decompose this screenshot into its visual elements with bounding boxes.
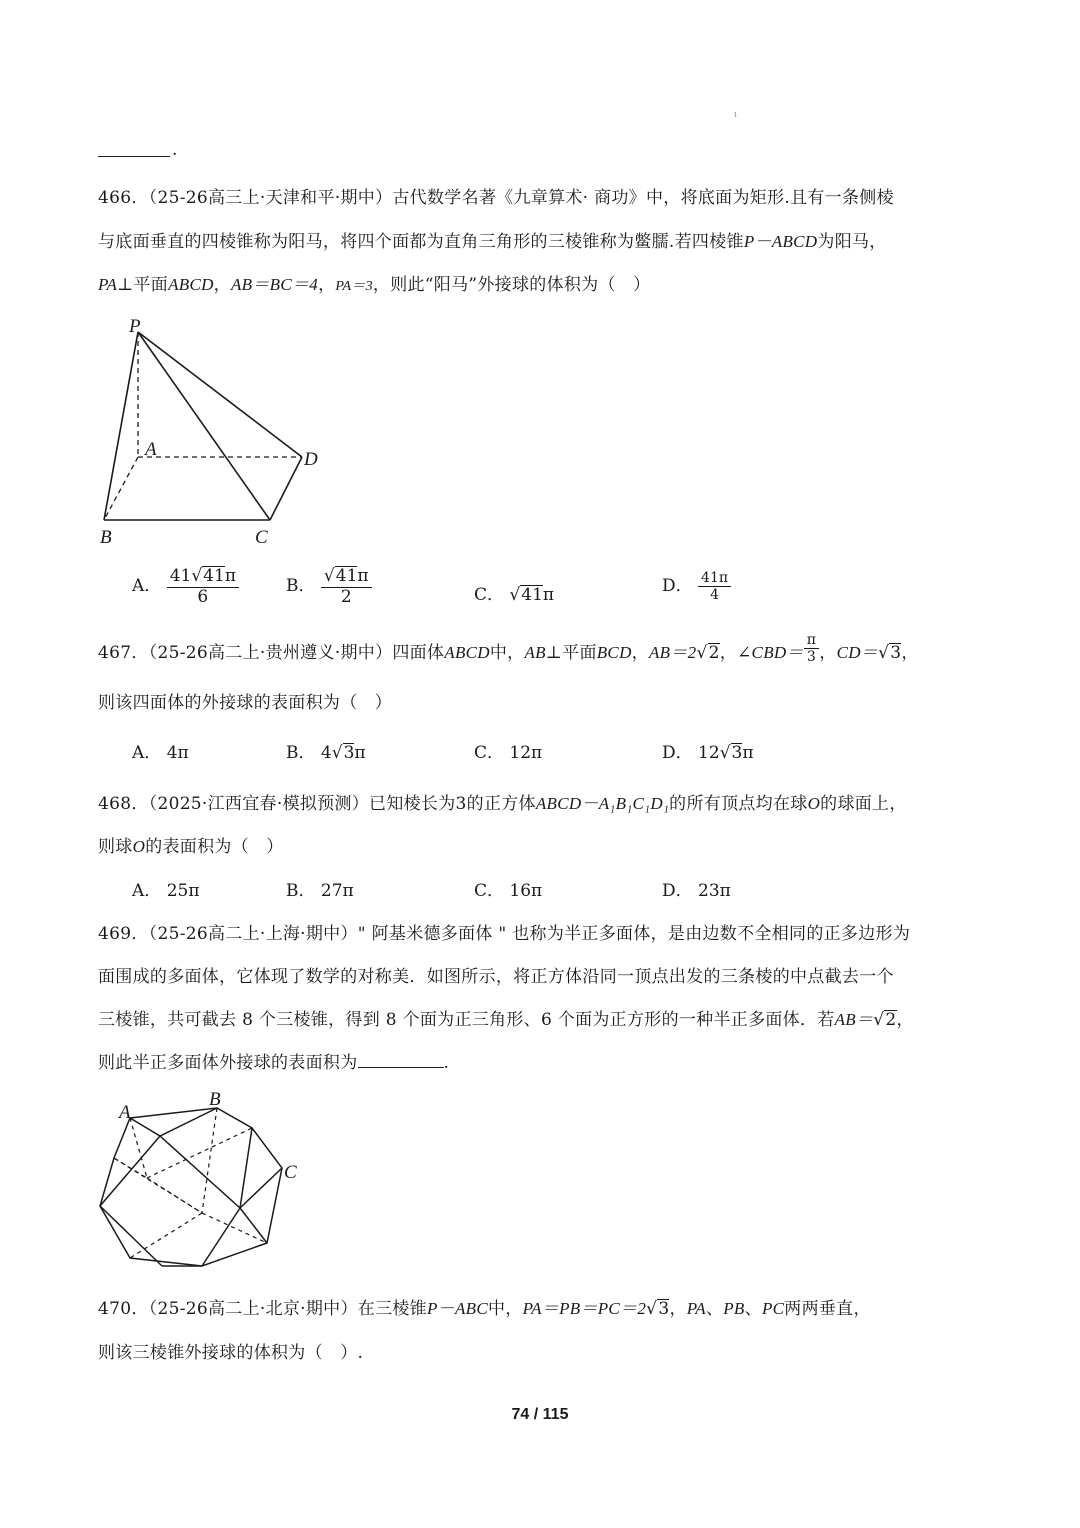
option-letter: C．	[474, 743, 505, 763]
q466-number: 466．	[98, 188, 149, 208]
label-B: B	[209, 1089, 221, 1110]
q468-math: ABCD－A₁B₁C₁D₁	[535, 794, 670, 813]
q467-line-1: 467．（25-26高二上·贵州遵义·期中）四面体ABCD中，AB⊥平面BCD，AB＝2√2，∠CBD＝ $\frac{\pi}{3}$ ，CD＝√3，	[98, 631, 919, 665]
radicand: 3	[731, 743, 743, 763]
answer-blank	[358, 1053, 444, 1068]
q469-text: 则此半正多面体外接球的表面积为	[98, 1053, 358, 1073]
q470-text: 、	[744, 1299, 762, 1319]
q470-text: 两两垂直，	[784, 1299, 871, 1319]
q467-option-a	[132, 738, 189, 763]
q467-math: ABCD	[444, 643, 490, 662]
q469-text: " 阿基米德多面体 " 也称为半正多面体，是由边数不全相同的正多边形为	[357, 924, 911, 944]
q467-option-c	[474, 738, 542, 763]
q466-math: AB＝BC＝4	[230, 275, 319, 294]
q467-math: CD＝	[836, 643, 879, 662]
q468-option-b	[286, 876, 354, 901]
q469-text: 三棱锥，共可截去 8 个三棱锥，得到 8 个面为正三角形、6 个面为正方形的一种半正多面体．若	[98, 1010, 835, 1030]
q470-math: PB	[723, 1299, 745, 1318]
q470-text: 中，	[487, 1299, 523, 1319]
q469-line-4	[98, 1048, 449, 1073]
label-C: C	[255, 527, 268, 548]
q467-text: ，	[819, 643, 837, 663]
answer-blank-prev	[98, 140, 170, 157]
frac-den: 6	[197, 586, 209, 607]
q466-option-a	[132, 566, 239, 607]
q466-math: PA	[98, 275, 118, 294]
option-value: 23π	[698, 881, 731, 901]
q467-text: ⊥平面	[545, 643, 597, 663]
q467-text: 则该四面体的外接球的表面积为（ ）	[98, 693, 393, 713]
frac-num: π	[804, 632, 820, 649]
option-value: 27π	[320, 881, 354, 901]
label-B: B	[100, 527, 112, 548]
radicand: 3	[343, 743, 355, 763]
pi-symbol: π	[742, 743, 754, 763]
option-value: 12π	[509, 743, 543, 763]
label-C: C	[284, 1162, 297, 1183]
radicand: 3	[658, 1299, 670, 1319]
radicand: 2	[885, 1010, 897, 1030]
fraction	[698, 570, 731, 603]
option-value: 16π	[509, 881, 543, 901]
q470-text: ，	[669, 1299, 687, 1319]
q469-source: （25-26高二上·上海·期中）	[148, 924, 358, 944]
option-value: 25π	[166, 881, 200, 901]
q468-number: 468．	[98, 794, 149, 814]
q470-math: PA＝PB＝PC＝2	[522, 1299, 647, 1318]
q469-text: ，	[896, 1010, 914, 1030]
q467-text: 四面体	[392, 643, 445, 663]
q467-math: AB	[524, 643, 546, 662]
q468-math: O	[132, 837, 146, 856]
option-value: 12	[698, 743, 720, 763]
pi-symbol: π	[224, 566, 236, 586]
radicand: 41	[335, 566, 358, 586]
q470-line-2	[98, 1338, 363, 1363]
q469-number: 469．	[98, 924, 149, 944]
q466-source: （25-26高三上·天津和平·期中）	[148, 188, 393, 208]
frac-coef: 41	[169, 566, 192, 586]
q468-option-a	[132, 876, 200, 901]
q470-math: PC	[761, 1299, 785, 1318]
q468-math: O	[807, 794, 821, 813]
q466-line-2	[98, 227, 887, 252]
q468-line-2	[98, 832, 284, 857]
q466-text: 为阳马，	[817, 232, 887, 252]
label-P: P	[129, 316, 141, 337]
q466-option-c: C． √41π	[474, 585, 555, 605]
option-letter: A．	[132, 743, 162, 763]
fraction	[804, 632, 820, 665]
q468-line-1	[98, 789, 907, 814]
option-letter: D．	[662, 881, 693, 901]
q470-number: 470．	[98, 1299, 149, 1319]
q466-option-b	[286, 566, 372, 607]
label-A: A	[145, 439, 157, 460]
q470-math: P－ABC	[426, 1299, 488, 1318]
q466-math: P－ABCD	[743, 232, 818, 251]
q466-text: ⊥平面	[117, 275, 169, 295]
q470-source: （25-26高二上·北京·期中）	[148, 1299, 358, 1319]
q469-line-3: 三棱锥，共可截去 8 个三棱锥，得到 8 个面为正三角形、6 个面为正方形的一种半正多面体．若AB＝√2，	[98, 1010, 914, 1030]
q470-text: 、	[705, 1299, 724, 1319]
fraction: $\frac{√41\pi}{2}$	[321, 566, 372, 607]
q466-text: ，则此“阳马”外接球的体积为（ ）	[372, 275, 651, 295]
q467-option-d: D． 12√3π	[662, 743, 754, 763]
q466-text: ，	[318, 275, 336, 295]
option-value: 4	[320, 743, 332, 763]
option-letter: B．	[286, 576, 316, 597]
q470-text: 在三棱锥	[357, 1299, 427, 1319]
q467-text: ，	[631, 643, 649, 663]
q467-text: 中，	[489, 643, 525, 663]
q467-math: AB＝2	[648, 643, 697, 662]
q469-line-1	[98, 919, 910, 944]
q468-source: （2025·江西宜春·模拟预测）	[148, 794, 370, 814]
q466-pyramid-figure	[92, 310, 342, 550]
q467-line-2	[98, 688, 392, 713]
q469-text: .	[443, 1053, 450, 1073]
q470-text: 则该三棱锥外接球的体积为（ ）.	[98, 1343, 364, 1363]
pi-symbol: π	[354, 743, 366, 763]
frac-den: 2	[340, 586, 352, 607]
q469-text: 面围成的多面体，它体现了数学的对称美．如图所示，将正方体沿同一顶点出发的三条棱的中点截去一个	[98, 967, 894, 987]
fraction: $\frac{41√41\pi}{6}$	[167, 566, 239, 607]
q468-text: 的球面上，	[820, 794, 907, 814]
radicand: 3	[890, 643, 902, 663]
q468-text: 则球	[98, 837, 133, 857]
q468-text: 的所有顶点均在球	[669, 794, 808, 814]
q467-source: （25-26高二上·贵州遵义·期中）	[148, 643, 393, 663]
q469-math: AB＝	[834, 1010, 874, 1029]
q466-text: 与底面垂直的四棱锥称为阳马，将四个面都为直角三角形的三棱锥称为鳖臑.若四棱锥	[98, 232, 744, 252]
q466-math: ABCD	[168, 275, 214, 294]
radicand: 41	[203, 566, 225, 586]
q467-math: ∠CBD＝	[737, 643, 804, 662]
radicand: 41	[521, 585, 543, 605]
q467-math: BCD	[596, 643, 632, 662]
q470-line-1: 470．（25-26高二上·北京·期中）在三棱锥P－ABC中，PA＝PB＝PC＝2√3，PA、PB、PC两两垂直，	[98, 1299, 871, 1319]
pi-symbol: π	[357, 566, 369, 586]
option-letter: C．	[474, 881, 505, 901]
q468-text: 的表面积为（ ）	[145, 837, 284, 857]
q466-text: 古代数学名著《九章算术· 商功》中，将底面为矩形.且有一条侧棱	[392, 188, 894, 208]
q467-number: 467．	[98, 643, 149, 663]
frac-den: 3	[806, 649, 817, 665]
q467-option-b: B． 4√3π	[286, 743, 366, 763]
frac-den: 4	[710, 587, 720, 604]
option-letter: A．	[132, 881, 162, 901]
scan-mark: ı	[734, 110, 737, 120]
q467-text: ，	[719, 643, 738, 663]
q466-option-d	[662, 570, 731, 603]
q467-text: ，	[901, 643, 919, 663]
q468-option-d	[662, 876, 731, 901]
option-letter: D．	[662, 743, 693, 763]
option-value: 4π	[166, 743, 189, 763]
page-indicator: 74 / 115	[511, 1406, 569, 1423]
frac-num: 41π	[698, 570, 731, 587]
label-A: A	[119, 1102, 131, 1123]
option-letter: B．	[286, 743, 316, 763]
q466-math: PA＝3	[335, 279, 373, 294]
period-prev: .	[172, 140, 178, 160]
option-letter: A．	[132, 576, 162, 597]
q468-text: 已知棱长为3的正方体	[369, 794, 536, 814]
q466-text: ，	[213, 275, 231, 295]
option-letter: B．	[286, 881, 316, 901]
q469-line-2	[98, 962, 894, 987]
q468-option-c	[474, 876, 542, 901]
pi-symbol: π	[542, 585, 555, 605]
option-letter: C．	[474, 585, 505, 605]
radicand: 2	[708, 643, 720, 663]
q470-math: PA	[686, 1299, 706, 1318]
q466-line-3	[98, 270, 650, 295]
q469-polyhedron-figure	[92, 1088, 312, 1273]
q466-line-1	[98, 183, 894, 208]
option-letter: D．	[662, 576, 693, 597]
label-D: D	[304, 449, 318, 470]
